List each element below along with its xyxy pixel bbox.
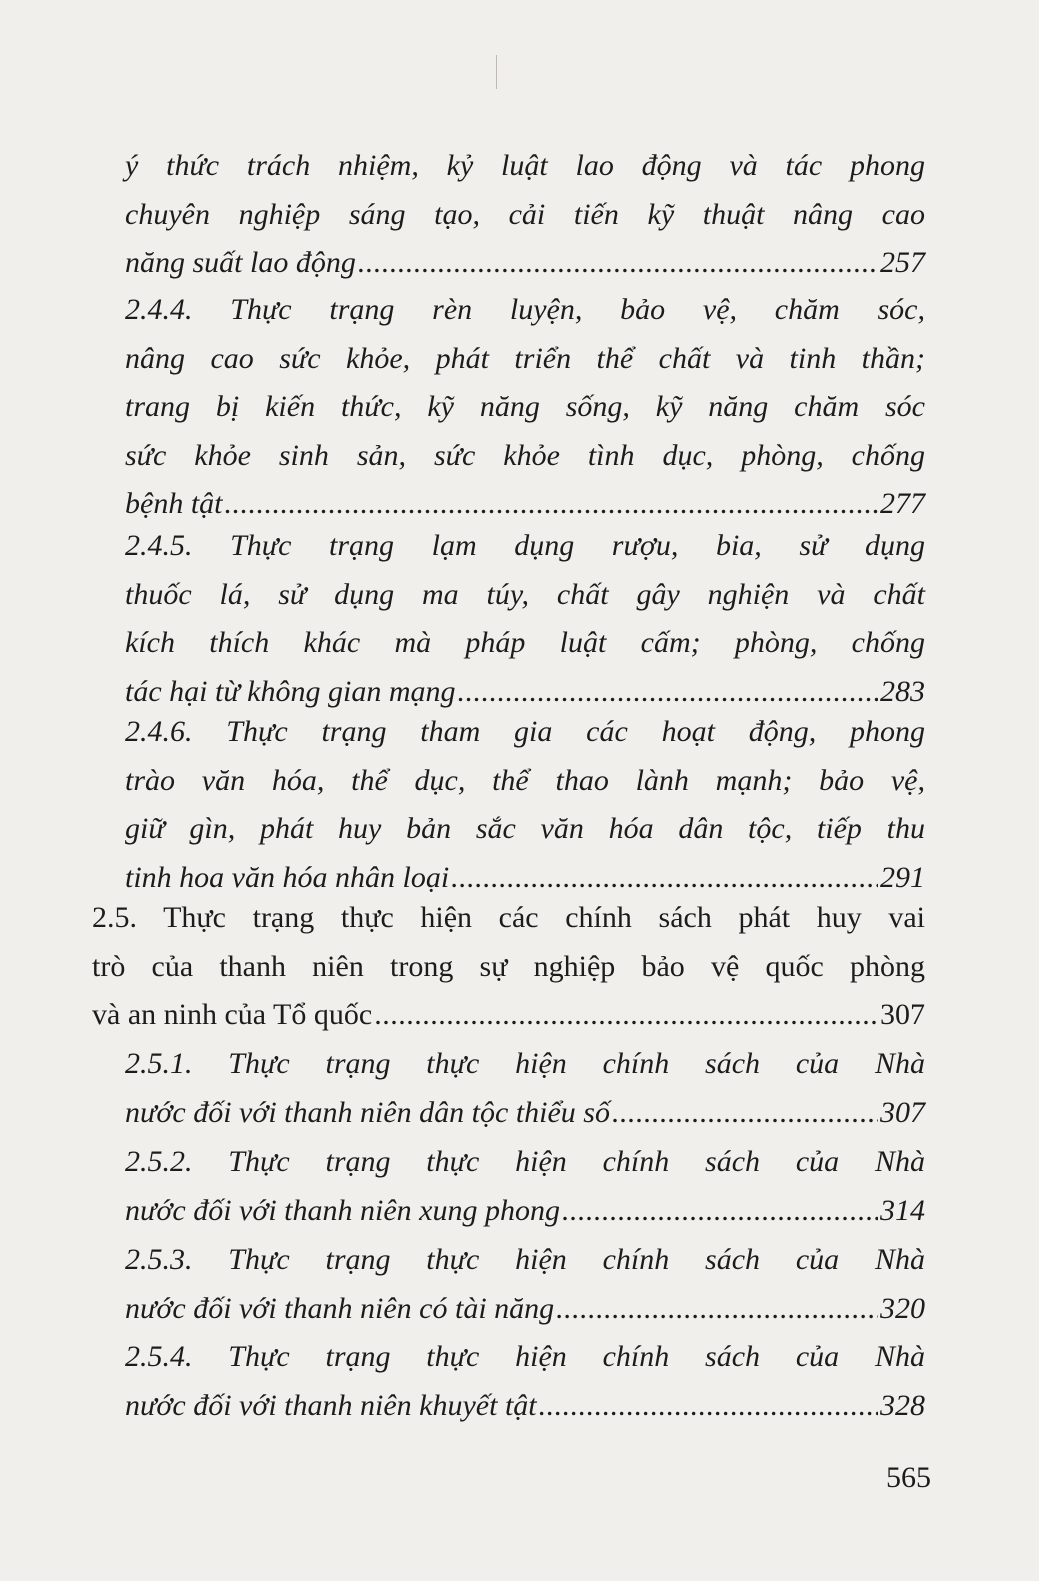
toc-page-number: 314 bbox=[880, 1193, 925, 1227]
toc-entry bbox=[125, 286, 925, 529]
toc-entry bbox=[125, 708, 925, 902]
toc-page-number: 277 bbox=[880, 487, 925, 520]
toc-entry bbox=[125, 1236, 925, 1333]
toc-page-number: 257 bbox=[880, 246, 925, 279]
toc-entry-line: trào văn hóa, thể dục, thể thao lành mạnh; bảo vệ, bbox=[125, 763, 925, 797]
toc-entry bbox=[125, 522, 925, 716]
toc-page-number: 307 bbox=[880, 1095, 925, 1129]
toc-entry-line: trang bị kiến thức, kỹ năng sống, kỹ năng chăm sóc bbox=[125, 390, 925, 423]
toc-entry-line: 2.4.6. Thực trạng tham gia các hoạt động, phong bbox=[125, 715, 925, 748]
toc-entry-line: 2.5. Thực trạng thực hiện các chính sách phát huy vai bbox=[92, 901, 925, 934]
toc-entry-line: nâng cao sức khỏe, phát triển thể chất và tinh thần; bbox=[125, 341, 925, 375]
toc-entry-line: 2.4.5. Thực trạng lạm dụng rượu, bia, sử dụng bbox=[125, 529, 925, 562]
toc-entry-last-line bbox=[125, 1187, 925, 1236]
toc-entry-text: nước đối với thanh niên dân tộc thiểu số bbox=[125, 1095, 610, 1129]
toc-entry-text: tinh hoa văn hóa nhân loại bbox=[125, 860, 450, 894]
toc-entry-text: bệnh tật bbox=[125, 487, 223, 520]
dot-leader bbox=[539, 1382, 878, 1431]
toc-entry-line: giữ gìn, phát huy bản sắc văn hóa dân tộc, tiếp thu bbox=[125, 812, 925, 845]
toc-page-number: 320 bbox=[880, 1291, 925, 1325]
toc-entry-line: 2.5.3. Thực trạng thực hiện chính sách của Nhà bbox=[125, 1243, 925, 1276]
dot-leader bbox=[612, 1089, 878, 1138]
toc-entry-section bbox=[92, 894, 925, 1040]
toc-entry bbox=[125, 1040, 925, 1137]
toc-entry-text: tác hại từ không gian mạng bbox=[125, 674, 456, 708]
toc-entry-last-line bbox=[125, 239, 925, 288]
toc-entry-last-line bbox=[92, 991, 925, 1040]
toc-entry-line: 2.5.2. Thực trạng thực hiện chính sách của Nhà bbox=[125, 1145, 925, 1178]
toc-entry-line: ý thức trách nhiệm, kỷ luật lao động và tác phong bbox=[125, 149, 925, 182]
toc-entry-text: nước đối với thanh niên khuyết tật bbox=[125, 1388, 537, 1422]
toc-entry-line: chuyên nghiệp sáng tạo, cải tiến kỹ thuật nâng cao bbox=[125, 197, 925, 231]
toc-entry-line: kích thích khác mà pháp luật cấm; phòng, chống bbox=[125, 626, 925, 659]
toc-entry-last-line bbox=[125, 1285, 925, 1334]
toc-entry-line: sức khỏe sinh sản, sức khỏe tình dục, phòng, chống bbox=[125, 438, 925, 472]
toc-entry-line: 2.5.1. Thực trạng thực hiện chính sách của Nhà bbox=[125, 1047, 925, 1080]
toc-page-number: 307 bbox=[880, 998, 925, 1031]
toc-entry-line: thuốc lá, sử dụng ma túy, chất gây nghiện và chất bbox=[125, 577, 925, 611]
toc-entry-last-line bbox=[125, 1089, 925, 1138]
print-mark bbox=[496, 55, 497, 89]
toc-page-number: 328 bbox=[880, 1388, 925, 1422]
dot-leader bbox=[562, 1187, 878, 1236]
toc-entry bbox=[125, 1138, 925, 1235]
toc-entry-line: trò của thanh niên trong sự nghiệp bảo vệ quốc phòng bbox=[92, 949, 925, 983]
dot-leader bbox=[358, 239, 878, 288]
dot-leader bbox=[556, 1285, 878, 1334]
toc-entry-last-line bbox=[125, 1382, 925, 1431]
page-number: 565 bbox=[886, 1461, 931, 1494]
toc-page-number: 283 bbox=[880, 674, 925, 708]
toc-entry-text: nước đối với thanh niên có tài năng bbox=[125, 1291, 555, 1325]
toc-entry bbox=[125, 1333, 925, 1430]
toc-page-number: 291 bbox=[880, 860, 925, 894]
toc-entry-text: năng suất lao động bbox=[125, 246, 356, 279]
dot-leader bbox=[374, 991, 878, 1040]
toc-entry bbox=[125, 142, 925, 288]
toc-entry-text: và an ninh của Tổ quốc bbox=[92, 998, 373, 1031]
toc-entry-text: nước đối với thanh niên xung phong bbox=[125, 1193, 560, 1227]
toc-entry-line: 2.4.4. Thực trạng rèn luyện, bảo vệ, chăm sóc, bbox=[125, 293, 925, 326]
toc-entry-line: 2.5.4. Thực trạng thực hiện chính sách của Nhà bbox=[125, 1340, 925, 1373]
